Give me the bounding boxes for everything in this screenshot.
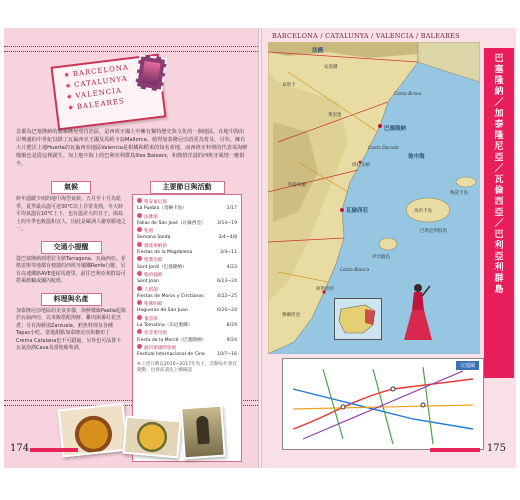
- pin-icon: [137, 315, 142, 320]
- map-label-lleida: 萊里達: [328, 113, 342, 118]
- chapter-side-tab: [484, 48, 514, 378]
- festival-item: [137, 256, 237, 271]
- pin-icon: [137, 242, 142, 247]
- festival-place: Fiestas de la Magdalena: [137, 250, 193, 256]
- festival-item: [137, 227, 237, 242]
- festival-date: 6/23~24: [216, 279, 237, 285]
- map-label-huesca: 韋斯卡: [282, 83, 296, 88]
- page-number-bar: [430, 448, 480, 452]
- page-number-left: 174: [10, 443, 30, 454]
- map-label-andorra: 安道爾: [324, 65, 338, 70]
- tag-line-1: BARCELONA: [72, 63, 130, 79]
- page-number-bar: [30, 448, 78, 452]
- dish-photo: [122, 416, 181, 459]
- festival-name: 聖佛明節: [137, 300, 237, 308]
- festival-date: 4/22~25: [216, 293, 237, 299]
- festival-date: 10/7~16: [216, 352, 237, 358]
- festival-name: 聖安東尼節: [137, 198, 237, 206]
- festivals-heading: 主要節日與活動: [150, 181, 225, 194]
- star-icon: ★: [64, 81, 73, 91]
- page-number-right: 175: [486, 443, 506, 454]
- map-label-costa-blanca: Costa Blanca: [340, 268, 370, 273]
- festival-name: 錫切斯國際影展: [137, 344, 237, 352]
- map-label-menorca: 梅諾卡島: [450, 191, 468, 196]
- region-breadcrumb: BARCELONA / CATALUNYA / VALENCIA / BALEARES: [272, 32, 460, 40]
- festival-name: 人塔節: [137, 286, 237, 294]
- map-label-mallorca: 馬約卡島: [414, 209, 432, 214]
- left-page: [4, 28, 258, 468]
- festival-item: [137, 344, 237, 359]
- festival-footnote: ※上述日期以2016~2017年為主，活動每年會有變動，出發前請先上網確認: [137, 361, 237, 373]
- pin-icon: [137, 329, 142, 334]
- map-label-murcia: 穆爾西亞: [282, 313, 300, 318]
- region-map: [268, 42, 480, 354]
- festival-date: 3/4~4/8: [218, 235, 237, 241]
- festival-place: Sant Jordi（巴塞隆納）: [137, 264, 187, 270]
- climate-text: 終年溫暖少雨的地中海型氣候，五月至十月為乾季，夏季最高溫可達30℃以上非常炎熱，冬天時平均氣溫在10℃上下，也有溫差大的日子。海島上的冬季也較溫和宜人，因此是歐洲人避寒勝地之一。: [16, 196, 127, 232]
- festival-name: 聖喬治節: [137, 256, 237, 264]
- transit-title: 交通圖: [456, 361, 479, 370]
- star-icon: ★: [63, 70, 72, 80]
- map-label-costa-brava: Costa Brava: [394, 92, 422, 97]
- tag-line-2: CATALUNYA: [73, 74, 129, 90]
- festival-date: 4/23: [226, 264, 237, 270]
- map-label-balearic: 巴利亞利群島: [420, 229, 447, 234]
- festival-date: 8/29: [226, 323, 237, 329]
- festival-name: 法雅節: [137, 213, 237, 221]
- star-icon: ★: [65, 92, 75, 102]
- flamenco-dancer-illustration: [404, 280, 432, 344]
- festival-name: 聖約翰節: [137, 271, 237, 279]
- festival-date: 3/14~19: [216, 220, 237, 226]
- festival-item: [137, 271, 237, 286]
- festival-item: [137, 242, 237, 257]
- pin-icon: [137, 300, 142, 305]
- festival-place: Festival Internacional de Cine: [137, 352, 205, 358]
- festival-item: [137, 329, 237, 344]
- map-label-ibiza: 伊比薩島: [372, 255, 390, 260]
- pin-icon: [137, 256, 142, 261]
- festival-place: La Tomatina（布尼奧爾）: [137, 323, 193, 329]
- map-label-teruel: 特魯埃爾: [288, 183, 306, 188]
- spain-locator-inset: [334, 298, 382, 340]
- postage-stamp: [135, 54, 167, 92]
- festival-place: Fiesta de la Mercè（巴塞隆納）: [137, 337, 207, 343]
- festival-place: Fiestas de Moros y Cristianos: [137, 293, 204, 299]
- festival-place: Fallas de San José（瓦倫西亞）: [137, 220, 206, 226]
- pin-icon: [137, 213, 142, 218]
- book-spread: [4, 28, 516, 468]
- map-label-alicante: 阿利坎特: [316, 287, 334, 292]
- climate-heading: 氣候: [51, 181, 91, 194]
- side-tab-label: 巴塞隆納／加泰隆尼亞／瓦倫西亞／巴利亞利群島: [494, 54, 504, 295]
- festival-item: [137, 315, 237, 330]
- festival-place: Sant Joan: [137, 279, 159, 285]
- pin-icon: [137, 227, 142, 232]
- map-label-costa-dorada: Costa Dorada: [368, 146, 399, 151]
- festival-place: Hogueras de San Juan: [137, 308, 188, 314]
- festival-item: [137, 286, 237, 301]
- festival-date: 3/4~11: [219, 250, 237, 256]
- festival-place: Semana Santa: [137, 235, 171, 241]
- map-label-tarragona: 塔拉戈納: [352, 163, 370, 168]
- star-icon: ★: [67, 103, 76, 113]
- festival-date: 1/17: [226, 206, 237, 212]
- pin-icon: [137, 271, 142, 276]
- intro-paragraph: 首都為巴塞隆納的加泰隆尼亞自治區，是西班牙國土中擁有獨特歷史與文化的一個地區，在地中海沿岸興盛的中世紀以降了瓦倫西亞王國及馬約卡島Mallorca，使得加泰隆尼亞語更為普及。另外，擁有大片肥沃土地Huerta的瓦倫西亞地區Valencia是柑橘和稻米的知名產地，而西班牙料理的代表菜海鮮燉飯也是從這裡誕生。加上地中海上的巴利亞利群島Illes Balears，和熱情洋溢的西班牙風情一應俱全。: [16, 129, 248, 167]
- festival-item: [137, 213, 237, 228]
- festival-item: [137, 300, 237, 315]
- map-label-barcelona: 巴塞隆納: [384, 126, 407, 132]
- map-label-sea: 地中海: [408, 154, 425, 160]
- cuisine-heading: 料理與名產: [41, 293, 102, 306]
- cuisine-text: 加泰隆尼亞地區的美食多樣，海鮮燉飯Paella起源於瓦倫西亞，以米飯搭配海鮮、雞肉與番紅花烹煮；另有海鮮湯Zarzuela、鱈魚料理及各種Tapas小吃。當地甜點加泰隆尼亞焦糖布丁Crema Catalana也不可錯過，另外也可品嘗卡瓦氣泡酒Cava及當地葡萄酒。: [16, 307, 126, 351]
- tag-line-3: VALENCIA: [75, 86, 123, 101]
- lace-border-top: [4, 46, 258, 52]
- festival-name: 瑪達萊納節: [137, 242, 237, 250]
- festival-name: 番茄節: [137, 315, 237, 323]
- transport-text: 從巴塞隆納到塔拉戈納Tarragona、瓦倫西亞、菲格雷斯等地都有便捷的西班牙國鐵Renfe行駛，另有高速鐵路AVE連結馬德里，前往巴利亞利群島可搭乘渡輪或國內航班。: [16, 255, 126, 284]
- festival-item: [137, 198, 237, 213]
- transport-heading: 交通小提醒: [41, 241, 102, 254]
- info-column-left: [16, 180, 126, 359]
- festival-date: 9/24: [226, 337, 237, 343]
- map-label-france: 法國: [312, 48, 324, 54]
- pin-icon: [137, 198, 142, 203]
- souvenir-photo: [180, 405, 226, 460]
- right-page: [262, 28, 516, 468]
- festival-name: 聖週: [137, 227, 237, 235]
- pin-icon: [137, 286, 142, 291]
- festival-name: 慈悲聖母節: [137, 329, 237, 337]
- map-label-valencia: 瓦倫西亞: [346, 208, 369, 214]
- transit-diagram: [282, 358, 484, 450]
- tag-line-4: BALEARES: [76, 97, 126, 111]
- pin-icon: [137, 344, 142, 349]
- festival-date: 6/20~24: [216, 308, 237, 314]
- festival-place: La Puebla（馬略卡島）: [137, 206, 187, 212]
